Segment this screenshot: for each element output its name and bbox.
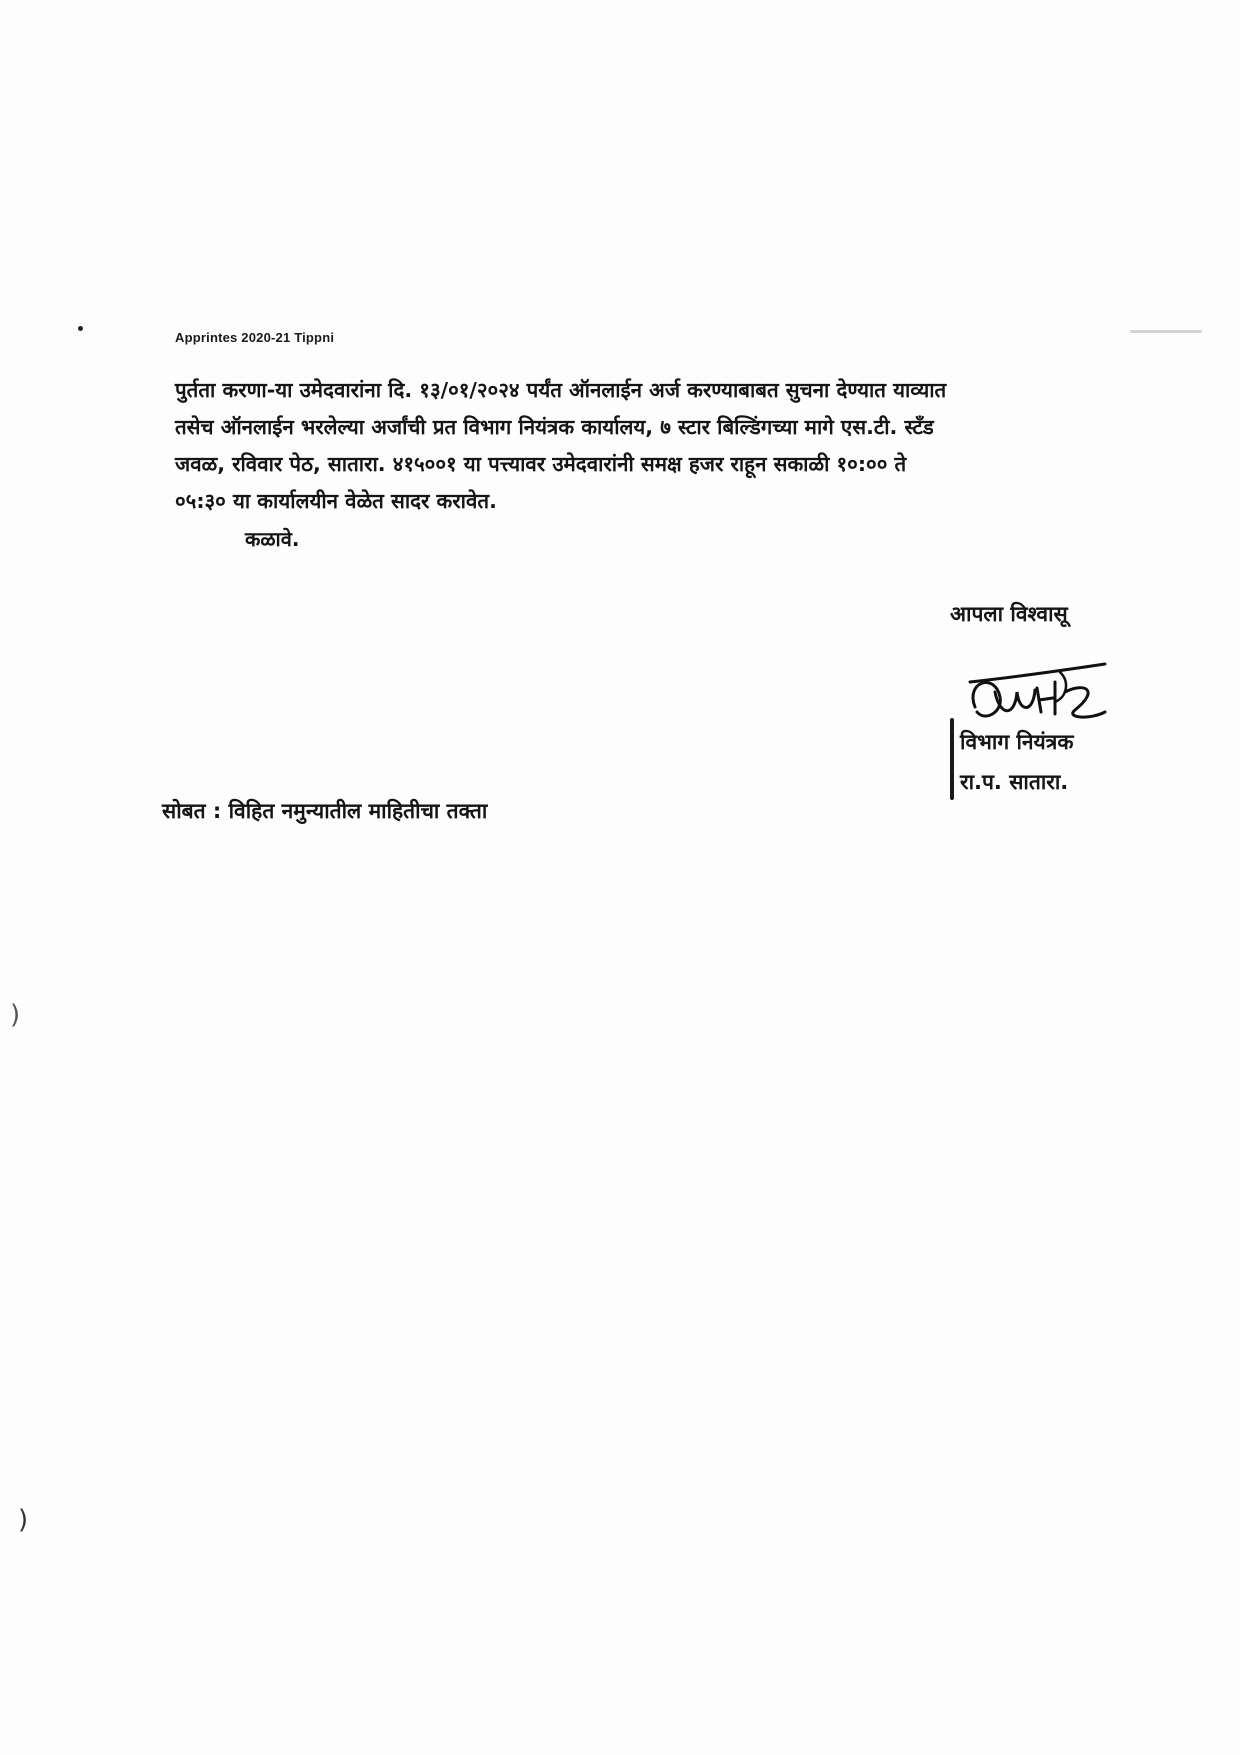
body-line: पुर्तता करणा-या उमेदवारांना दि. १३/०१/२०२४ पर्यंत ऑनलाईन अर्ज करण्याबाबत सुचना देण्यात याव्यात (175, 378, 947, 402)
signature-bracket (950, 718, 954, 800)
margin-dot (78, 326, 83, 331)
designation-block (960, 722, 1073, 802)
body-line: ०५:३० या कार्यालयीन वेळेत सादर करावेत. (175, 489, 497, 513)
body-paragraph (175, 372, 1195, 520)
closing-salutation: आपला विश्वासू (950, 602, 1068, 626)
designation-title: विभाग नियंत्रक (960, 730, 1074, 754)
punch-hole-mark: ) (10, 1000, 21, 1030)
body-line: तसेच ऑनलाईन भरलेल्या अर्जांची प्रत विभाग नियंत्रक कार्यालय, ७ स्टार बिल्डिंगच्या मागे एस.टी. स्टॅंड (175, 415, 934, 439)
kalave-text: कळावे. (245, 527, 300, 551)
reference-line: Apprintes 2020-21 Tippni (175, 330, 335, 345)
body-line: जवळ, रविवार पेठ, सातारा. ४१५००१ या पत्त्यावर उमेदवारांनी समक्ष हजर राहून सकाळी १०:०० ते (175, 452, 907, 476)
punch-hole-mark: ) (18, 1505, 29, 1535)
enclosure-note: सोबत : विहित नमुन्यातील माहितीचा तक्ता (162, 799, 488, 823)
scan-smudge (1130, 330, 1202, 333)
designation-office: रा.प. सातारा. (960, 770, 1069, 794)
